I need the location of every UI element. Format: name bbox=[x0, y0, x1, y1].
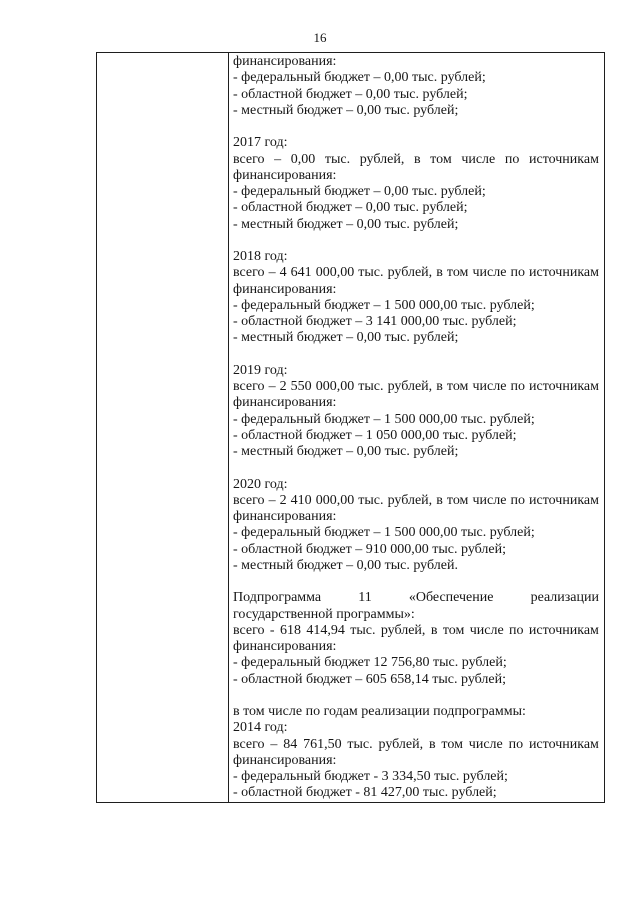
word: 641 bbox=[290, 265, 312, 281]
word: по bbox=[508, 736, 524, 752]
total-line bbox=[233, 493, 599, 509]
federal-budget-line: - федеральный бюджет – 0,00 тыс. рублей; bbox=[233, 70, 486, 86]
subprogram-title bbox=[233, 590, 599, 606]
blank-line bbox=[233, 688, 599, 704]
blank-line bbox=[233, 233, 599, 249]
word: в bbox=[436, 265, 443, 281]
local-budget-line: - местный бюджет – 0,00 тыс. рублей; bbox=[233, 102, 459, 118]
word: всего bbox=[233, 622, 265, 638]
year-heading: 2018 год: bbox=[233, 249, 288, 264]
word: реализации bbox=[530, 590, 599, 606]
word: числе bbox=[472, 265, 507, 281]
word: по bbox=[510, 265, 525, 281]
regional-budget-line: - областной бюджет - 81 427,00 тыс. рублей; bbox=[233, 785, 497, 801]
table-right-cell bbox=[229, 53, 604, 802]
regional-budget-line: - областной бюджет – 0,00 тыс. рублей; bbox=[233, 200, 468, 216]
funding-sources-label: финансирования: bbox=[233, 167, 337, 183]
word: в bbox=[436, 492, 443, 508]
word: 11 bbox=[358, 590, 372, 606]
word: числе bbox=[469, 622, 504, 638]
year-heading: 2017 год: bbox=[233, 135, 288, 151]
funding-sources-label: финансирования: bbox=[233, 639, 337, 654]
word: в bbox=[430, 622, 438, 638]
word: 84 bbox=[283, 736, 298, 752]
word: 550 bbox=[290, 379, 312, 394]
funding-sources-label: финансирования: bbox=[233, 509, 337, 524]
word: – bbox=[270, 736, 278, 752]
year-heading: 2020 год: bbox=[233, 476, 288, 492]
word: Подпрограмма bbox=[233, 590, 322, 606]
word: рублей, bbox=[378, 736, 424, 752]
local-budget-line: - местный бюджет – 0,00 тыс. рублей; bbox=[233, 444, 459, 459]
funding-sources-label: финансирования: bbox=[233, 395, 337, 411]
year-heading: 2014 год: bbox=[233, 720, 288, 736]
word: рублей, bbox=[387, 379, 433, 394]
funding-sources-label: финансирования: bbox=[233, 54, 337, 69]
word: 618 bbox=[279, 622, 301, 638]
word: 761,50 bbox=[303, 736, 342, 752]
word: 000,00 bbox=[315, 379, 355, 394]
word: – bbox=[268, 492, 276, 508]
total-line bbox=[233, 379, 599, 395]
word: 2 bbox=[279, 379, 287, 394]
page-number: 16 bbox=[313, 30, 327, 45]
regional-budget-line: - областной бюджет – 605 658,14 тыс. рублей; bbox=[233, 671, 506, 687]
word: в bbox=[436, 379, 443, 394]
word: числе bbox=[472, 492, 507, 508]
word: источникам bbox=[529, 265, 599, 281]
word: рублей, bbox=[387, 492, 433, 508]
word: – bbox=[274, 151, 282, 167]
word: тыс. bbox=[324, 151, 351, 167]
word: «Обеспечение bbox=[408, 590, 494, 606]
word: рублей, bbox=[380, 622, 426, 638]
table-left-cell bbox=[97, 53, 229, 802]
word: рублей, bbox=[359, 151, 405, 167]
word: 000,00 bbox=[315, 492, 355, 508]
local-budget-line: - местный бюджет – 0,00 тыс. рублей; bbox=[233, 216, 459, 232]
regional-budget-line: - областной бюджет – 1 050 000,00 тыс. рублей; bbox=[233, 427, 517, 443]
funding-sources-label: финансирования: bbox=[233, 281, 337, 297]
word: – bbox=[268, 379, 276, 394]
word: всего bbox=[233, 379, 265, 394]
blank-line bbox=[233, 347, 599, 363]
regional-budget-line: - областной бюджет – 0,00 тыс. рублей; bbox=[233, 86, 468, 102]
word: том bbox=[446, 379, 469, 394]
word: источникам bbox=[528, 151, 599, 167]
word: по bbox=[510, 379, 525, 394]
word: 4 bbox=[279, 265, 287, 281]
word: тыс. bbox=[358, 265, 384, 281]
word: источникам bbox=[528, 736, 599, 752]
word: 414,94 bbox=[306, 622, 345, 638]
federal-budget-line: - федеральный бюджет – 1 500 000,00 тыс. рублей; bbox=[233, 525, 535, 541]
word: в bbox=[413, 151, 421, 167]
word: по bbox=[510, 492, 525, 508]
word: рублей, bbox=[387, 265, 433, 281]
word: числе bbox=[472, 379, 507, 394]
word: по bbox=[504, 151, 520, 167]
word: 0,00 bbox=[290, 151, 316, 167]
funding-sources-label: финансирования: bbox=[233, 752, 337, 768]
word: тыс. bbox=[350, 622, 376, 638]
word: 000,00 bbox=[315, 265, 355, 281]
regional-budget-line: - областной бюджет – 3 141 000,00 тыс. рублей; bbox=[233, 314, 517, 329]
word: всего bbox=[233, 492, 265, 508]
word: 410 bbox=[290, 492, 312, 508]
word: том bbox=[446, 265, 469, 281]
by-year-intro: в том числе по годам реализации подпрограммы: bbox=[233, 704, 526, 719]
word: том bbox=[446, 492, 469, 508]
federal-budget-line: - федеральный бюджет – 0,00 тыс. рублей; bbox=[233, 184, 486, 199]
local-budget-line: - местный бюджет – 0,00 тыс. рублей. bbox=[233, 557, 458, 573]
word: всего bbox=[233, 736, 265, 752]
blank-line bbox=[233, 460, 599, 476]
word: в bbox=[428, 736, 436, 752]
word: 2 bbox=[279, 492, 287, 508]
federal-budget-line: - федеральный бюджет – 1 500 000,00 тыс. рублей; bbox=[233, 411, 535, 427]
local-budget-line: - местный бюджет – 0,00 тыс. рублей; bbox=[233, 330, 459, 346]
blank-line bbox=[233, 119, 599, 135]
word: источникам bbox=[529, 379, 599, 394]
total-line bbox=[233, 623, 599, 639]
word: источникам bbox=[529, 492, 599, 508]
word: тыс. bbox=[358, 492, 384, 508]
blank-line bbox=[233, 574, 599, 590]
total-line bbox=[233, 265, 599, 281]
word: числе bbox=[468, 736, 503, 752]
word: том bbox=[442, 622, 465, 638]
federal-budget-line: - федеральный бюджет 12 756,80 тыс. рублей; bbox=[233, 655, 507, 671]
regional-budget-line: - областной бюджет – 910 000,00 тыс. рублей; bbox=[233, 541, 506, 557]
word: - bbox=[269, 622, 275, 638]
word: тыс. bbox=[347, 736, 373, 752]
total-line bbox=[233, 152, 599, 168]
word: числе bbox=[461, 151, 496, 167]
word: том bbox=[430, 151, 452, 167]
budget-table bbox=[96, 52, 605, 803]
word: всего bbox=[233, 265, 265, 281]
word: всего bbox=[233, 151, 265, 167]
word: тыс. bbox=[358, 379, 384, 394]
word: по bbox=[509, 622, 524, 638]
year-heading: 2019 год: bbox=[233, 362, 288, 378]
federal-budget-line: - федеральный бюджет – 1 500 000,00 тыс. рублей; bbox=[233, 297, 535, 313]
word: – bbox=[268, 265, 276, 281]
total-line bbox=[233, 737, 599, 753]
federal-budget-line: - федеральный бюджет - 3 334,50 тыс. рублей; bbox=[233, 769, 508, 784]
word: источникам bbox=[528, 622, 599, 638]
word: том bbox=[441, 736, 463, 752]
subprogram-title-continued: государственной программы»: bbox=[233, 606, 415, 622]
